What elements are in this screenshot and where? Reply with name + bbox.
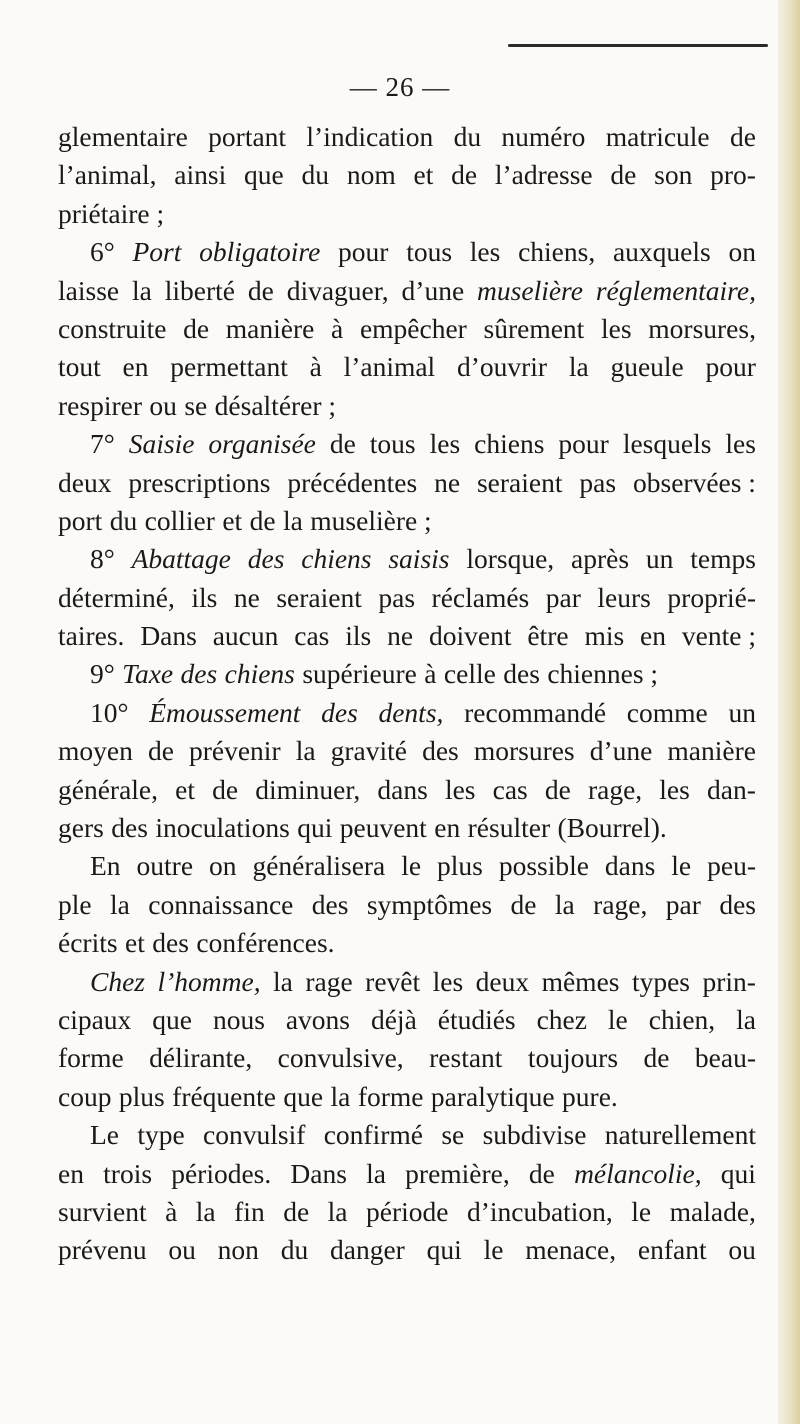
word: chiens	[224, 658, 295, 690]
word: désaltérer ;	[214, 389, 337, 421]
word: réclamés	[431, 581, 530, 613]
text-line	[58, 732, 756, 770]
word: gueule	[610, 351, 684, 383]
word: de	[329, 428, 356, 460]
word: période	[365, 1195, 449, 1227]
word: pour	[558, 428, 609, 460]
word: (Bourrel).	[557, 812, 667, 844]
word: en	[434, 812, 461, 844]
word: être	[527, 620, 569, 652]
text-line	[58, 118, 756, 156]
word: les	[469, 236, 501, 268]
word: observées :	[633, 466, 756, 498]
word: restant	[429, 1042, 503, 1074]
text-line	[58, 1039, 756, 1077]
word: son	[654, 159, 693, 191]
word: doivent	[428, 620, 512, 652]
word: des	[152, 927, 189, 959]
word: à	[309, 351, 322, 383]
word: port	[58, 504, 103, 536]
word: les	[444, 773, 476, 805]
word: la	[131, 274, 152, 306]
word: l’homme,	[157, 965, 261, 997]
word: de	[730, 121, 756, 152]
word: 9°	[90, 658, 115, 690]
word: déjà	[370, 1003, 417, 1035]
word: ainsi	[174, 159, 227, 191]
word: d’incubation,	[466, 1195, 613, 1227]
word: à	[331, 312, 344, 344]
word: les	[429, 428, 461, 460]
word: deux	[58, 466, 112, 498]
text-line	[58, 1231, 756, 1269]
word: celle	[443, 658, 496, 690]
word: beau-	[694, 1042, 756, 1074]
text-line	[58, 233, 756, 271]
word: les	[659, 773, 690, 805]
word: des	[321, 696, 358, 728]
word: enfant	[637, 1234, 707, 1266]
word: prin-	[702, 965, 756, 997]
word: morsures	[473, 735, 575, 767]
word: l’animal	[343, 351, 436, 383]
word: revêt	[365, 965, 421, 997]
word: possible	[498, 850, 589, 882]
word: permettant	[170, 351, 288, 383]
word: ne	[387, 620, 414, 652]
word: auxquels	[612, 236, 711, 268]
word: prévenir	[188, 735, 281, 767]
word: rage,	[593, 888, 648, 920]
word: convulsif	[203, 1119, 306, 1151]
word: numéro	[501, 121, 586, 152]
word: écrits	[58, 927, 118, 959]
word: de	[528, 1157, 555, 1189]
word: un	[728, 696, 756, 728]
word: Dans	[290, 1157, 347, 1189]
word: d’une	[401, 274, 465, 306]
word: Dans	[140, 620, 197, 652]
word: chien,	[648, 1003, 716, 1035]
word: ou	[149, 389, 177, 421]
word: des	[111, 812, 148, 844]
word: et	[222, 504, 243, 536]
word: rage,	[587, 773, 643, 805]
text-line	[58, 579, 756, 617]
word: que	[283, 1080, 324, 1112]
word: outre	[136, 850, 194, 882]
word: ne	[434, 466, 461, 498]
word: de	[247, 274, 274, 306]
word: ils	[345, 620, 372, 652]
word: En	[90, 850, 121, 882]
word: liberté	[164, 274, 235, 306]
word: muselière	[477, 274, 583, 306]
word: pour	[338, 236, 389, 268]
word: et	[175, 773, 195, 805]
word: de	[610, 159, 637, 191]
word: peu-	[707, 850, 756, 882]
word: à	[424, 658, 437, 690]
word: diminuer,	[255, 773, 361, 805]
word: la	[283, 504, 303, 536]
word: du	[109, 504, 138, 536]
word: dan-	[706, 773, 756, 805]
text-line	[58, 195, 756, 233]
word: 10°	[90, 696, 129, 728]
text-line	[58, 310, 756, 348]
word: morsures,	[648, 312, 756, 344]
word: délirante,	[149, 1042, 253, 1074]
word: saisis	[388, 543, 450, 575]
word: cas	[492, 773, 528, 805]
word: le	[401, 850, 422, 882]
word: comme	[626, 696, 708, 728]
word: gravité	[330, 735, 407, 767]
word: de	[544, 773, 571, 805]
word: l’indication	[306, 121, 434, 152]
word: prévenu	[58, 1234, 147, 1266]
word: trois	[103, 1157, 153, 1189]
word: de	[643, 1042, 670, 1074]
word: tous	[369, 428, 416, 460]
text-line	[58, 272, 756, 310]
word: de	[451, 159, 478, 191]
word: toujours	[527, 1042, 619, 1074]
word: chiens	[301, 543, 372, 575]
word: lesquels	[622, 428, 712, 460]
word: 8°	[90, 543, 115, 575]
word: la	[736, 1003, 756, 1035]
word: première,	[405, 1157, 510, 1189]
word: on	[728, 236, 756, 268]
text-line	[58, 540, 756, 578]
word: cas	[294, 620, 330, 652]
word: ou	[728, 1234, 756, 1266]
text-line	[58, 156, 756, 194]
word: en	[58, 1157, 84, 1189]
word: la	[327, 1195, 348, 1227]
text-line	[58, 502, 756, 540]
word: 7°	[90, 428, 115, 460]
word: la	[110, 888, 130, 920]
word: type	[137, 1119, 185, 1151]
word: des	[311, 888, 349, 920]
word: se	[184, 389, 208, 421]
text-line	[58, 1193, 756, 1231]
word: générale,	[58, 773, 158, 805]
word: en	[640, 620, 667, 652]
word: mélancolie,	[574, 1157, 702, 1189]
word: pas	[378, 581, 416, 613]
word: le	[671, 850, 692, 882]
word: et	[413, 159, 434, 191]
text-line	[58, 387, 756, 425]
word: supérieure	[302, 658, 417, 690]
word: la	[273, 965, 293, 997]
word: pro-	[710, 159, 756, 191]
word: prescriptions	[128, 466, 271, 498]
word: des	[180, 658, 218, 690]
word: empêcher	[359, 312, 467, 344]
word: de	[147, 735, 174, 767]
word: après	[571, 543, 630, 575]
word: taires.	[58, 620, 125, 652]
word: proprié-	[667, 581, 756, 613]
word: plus	[118, 1080, 165, 1112]
text-line	[58, 886, 756, 924]
word: Abattage	[131, 543, 231, 575]
word: temps	[690, 543, 756, 575]
word: pure.	[562, 1080, 618, 1112]
word: des	[719, 888, 756, 920]
word: collier	[144, 504, 215, 536]
text-line	[58, 1078, 756, 1116]
word: la	[295, 735, 316, 767]
word: types	[631, 965, 691, 997]
word: tous	[406, 236, 453, 268]
word: Port	[132, 236, 182, 268]
word: ou	[168, 1234, 196, 1266]
word: inoculations	[155, 812, 290, 844]
word: le	[631, 1195, 652, 1227]
word: seraient	[476, 466, 563, 498]
word: menace,	[525, 1234, 617, 1266]
word: priétaire ;	[58, 197, 165, 229]
word: construite	[58, 312, 167, 344]
word: ils	[191, 581, 218, 613]
word: l’animal,	[58, 159, 157, 191]
page-number: — 26 —	[349, 72, 451, 102]
word: connaissance	[148, 888, 294, 920]
word: conférences.	[196, 927, 335, 959]
word: dans	[604, 850, 656, 882]
text-line	[58, 464, 756, 502]
word: la	[554, 888, 575, 920]
word: chiens	[474, 428, 545, 460]
page-edge	[778, 0, 800, 1424]
word: résulter	[467, 812, 551, 844]
word: réglementaire,	[595, 274, 756, 306]
word: d’ouvrir	[456, 351, 548, 383]
word: déterminé,	[58, 581, 175, 613]
text-line	[58, 771, 756, 809]
word: les	[601, 312, 632, 344]
word: divaguer,	[286, 274, 389, 306]
word: fin	[234, 1195, 265, 1227]
word: leurs	[597, 581, 651, 613]
word: à	[165, 1195, 178, 1227]
word: deux	[475, 965, 530, 997]
word: du	[453, 121, 482, 152]
word: symptômes	[366, 888, 493, 920]
word: mêmes	[541, 965, 620, 997]
word: généralisera	[252, 850, 386, 882]
word: pas	[579, 466, 617, 498]
word: dents,	[378, 696, 444, 728]
word: naturellement	[604, 1119, 756, 1151]
word: étudiés	[437, 1003, 516, 1035]
word: fréquente	[172, 1080, 276, 1112]
body-text	[58, 118, 756, 1270]
text-line	[58, 924, 756, 962]
word: matricule	[605, 121, 710, 152]
word: paralytique	[430, 1080, 555, 1112]
word: que	[152, 1003, 192, 1035]
word: un	[645, 543, 674, 575]
word: pour	[705, 351, 756, 383]
word: seraient	[276, 581, 362, 613]
word: vente ;	[681, 620, 756, 652]
text-line	[58, 963, 756, 1001]
word: du	[280, 1234, 309, 1266]
word: muselière ;	[310, 504, 432, 536]
word: qui	[297, 812, 333, 844]
word: des	[503, 658, 540, 690]
text-line	[58, 425, 756, 463]
word: forme	[357, 1080, 424, 1112]
word: de	[212, 773, 239, 805]
word: on	[208, 850, 237, 882]
word: du	[301, 159, 330, 191]
text-line	[58, 809, 756, 847]
text-line	[58, 617, 756, 655]
word: que	[244, 159, 284, 191]
word: les	[432, 965, 464, 997]
word: rage	[305, 965, 353, 997]
word: chiens,	[518, 236, 596, 268]
word: 6°	[90, 236, 115, 268]
word: ple	[58, 888, 92, 920]
word: confirmé	[323, 1119, 423, 1151]
word: lorsque,	[466, 543, 555, 575]
word: cipaux	[58, 1003, 132, 1035]
word: le	[483, 1234, 504, 1266]
word: avons	[285, 1003, 351, 1035]
word: l’adresse	[494, 159, 593, 191]
text-line	[58, 1001, 756, 1039]
word: périodes.	[171, 1157, 272, 1189]
word: de	[249, 504, 276, 536]
word: les	[725, 428, 756, 460]
word: aucun	[212, 620, 279, 652]
word: en	[122, 351, 149, 383]
word: portant	[208, 121, 287, 152]
word: manière	[667, 735, 756, 767]
word: plus	[437, 850, 483, 882]
word: obligatoire	[199, 236, 321, 268]
word: non	[217, 1234, 259, 1266]
word: précédentes	[287, 466, 418, 498]
word: d’une	[589, 735, 653, 767]
word: malade,	[669, 1195, 756, 1227]
word: par	[665, 888, 701, 920]
word: peuvent	[339, 812, 427, 844]
word: danger	[330, 1234, 405, 1266]
word: sûrement	[483, 312, 585, 344]
text-line	[58, 1116, 756, 1154]
word: la	[330, 1080, 351, 1112]
word: tout	[58, 351, 101, 383]
text-line	[58, 348, 756, 386]
word: de	[510, 888, 537, 920]
word: ne	[233, 581, 260, 613]
word: la	[568, 351, 589, 383]
word: par	[545, 581, 581, 613]
word: chiennes ;	[547, 658, 659, 690]
word: gers	[58, 812, 104, 844]
word: Saisie	[128, 428, 195, 460]
word: subdivise	[482, 1119, 587, 1151]
top-rule	[508, 44, 768, 47]
word: chez	[536, 1003, 587, 1035]
word: qui	[426, 1234, 462, 1266]
word: mis	[584, 620, 625, 652]
text-line	[58, 694, 756, 732]
word: la	[366, 1157, 386, 1189]
word: coup	[58, 1080, 112, 1112]
word: la	[195, 1195, 216, 1227]
word: Taxe	[122, 658, 174, 690]
word: et	[124, 927, 145, 959]
word: respirer	[58, 389, 142, 421]
word: organisée	[208, 428, 316, 460]
word: se	[441, 1119, 465, 1151]
word: forme	[58, 1042, 124, 1074]
text-line	[58, 1155, 756, 1193]
word: moyen	[58, 735, 133, 767]
word: nous	[212, 1003, 265, 1035]
word: de	[283, 1195, 310, 1227]
word: Émoussement	[149, 696, 301, 728]
text-line	[58, 847, 756, 885]
word: convulsive,	[277, 1042, 404, 1074]
word: survient	[58, 1195, 147, 1227]
word: de	[183, 312, 210, 344]
word: nom	[346, 159, 396, 191]
word: des	[422, 735, 459, 767]
word: qui	[720, 1157, 756, 1189]
word: recommandé	[464, 696, 607, 728]
text-line	[58, 655, 756, 693]
word: glementaire	[58, 121, 188, 152]
word: Chez	[90, 965, 145, 997]
word: manière	[225, 312, 315, 344]
word: laisse	[58, 274, 120, 306]
word: des	[247, 543, 285, 575]
word: dans	[377, 773, 428, 805]
word: Le	[90, 1119, 120, 1151]
word: le	[607, 1003, 628, 1035]
